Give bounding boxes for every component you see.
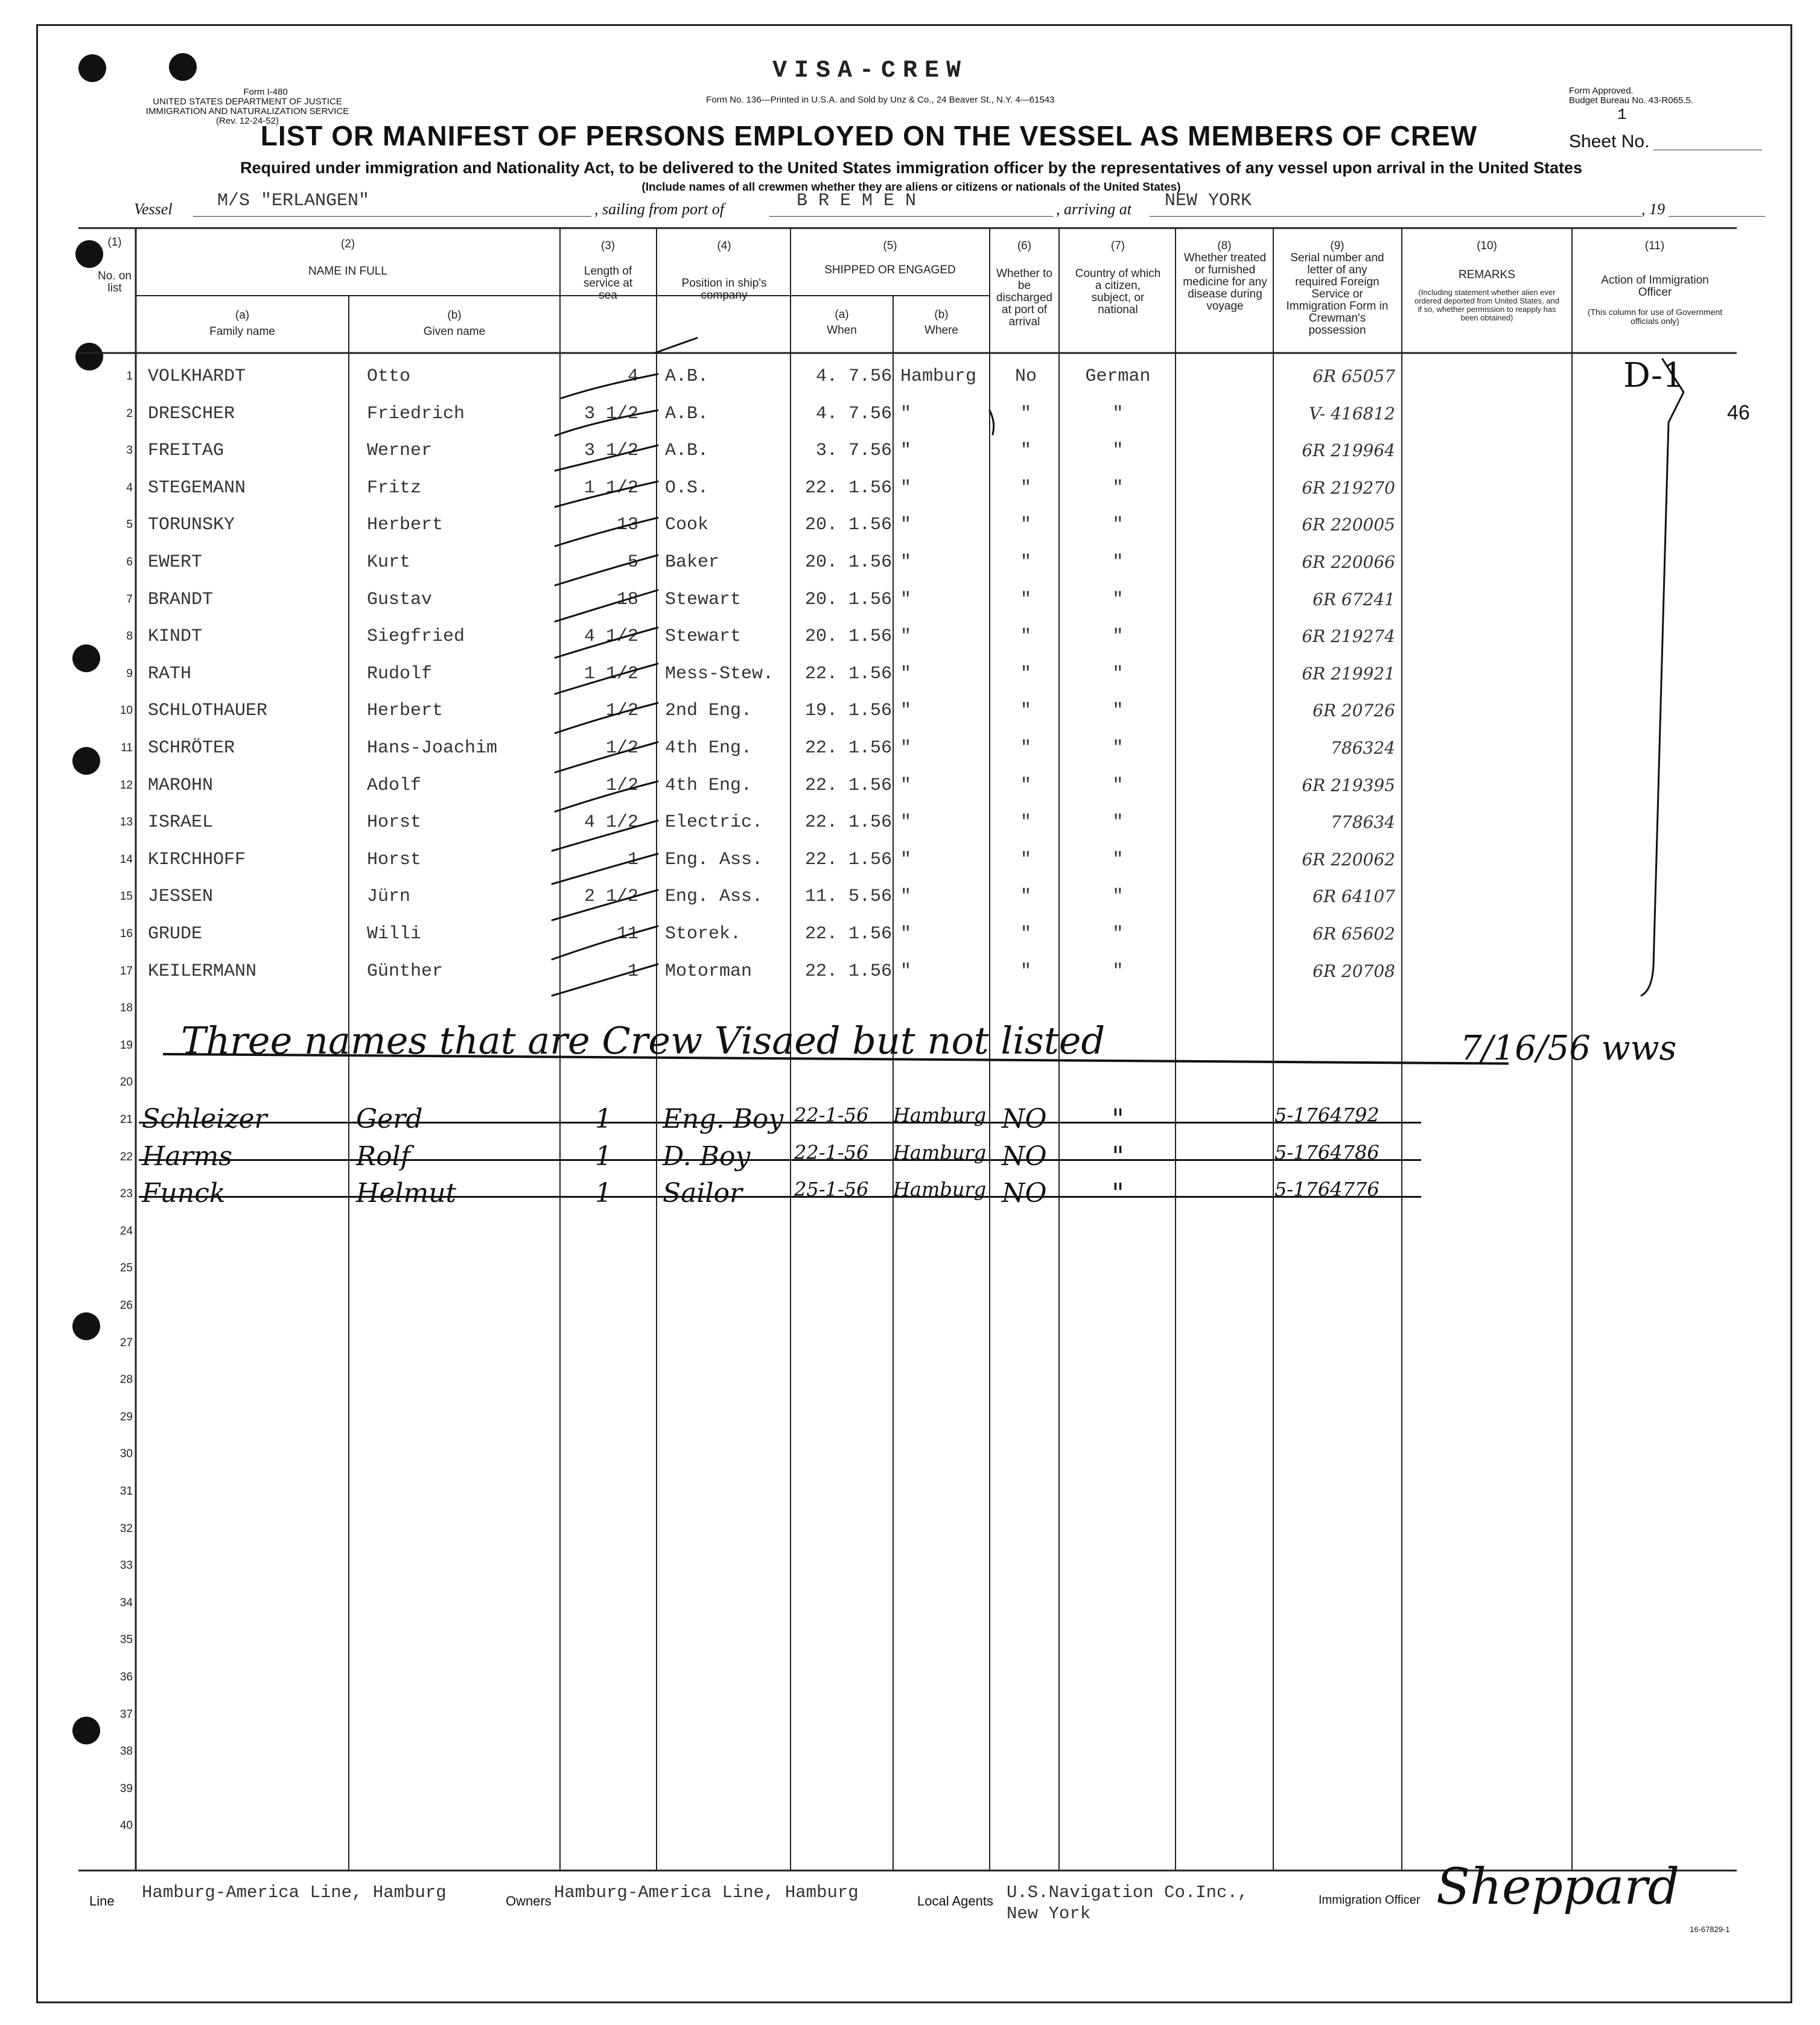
- position: Electric.: [665, 812, 763, 833]
- owners-label: Owners: [506, 1893, 552, 1909]
- vessel-label: Vessel: [134, 200, 173, 218]
- given-name: Otto: [367, 366, 411, 387]
- family-name: TORUNSKY: [148, 515, 235, 536]
- col2a-label: Family name: [209, 325, 275, 338]
- added-position: Sailor: [663, 1178, 743, 1209]
- added-row-strikethrough: [139, 1122, 1421, 1124]
- service-length: 4 1/2: [584, 812, 638, 833]
- serial-number: 6R 65057: [1312, 366, 1395, 386]
- row-number: 38: [119, 1745, 133, 1758]
- sheet-no-value: 1: [1617, 106, 1627, 124]
- family-name: DRESCHER: [148, 403, 235, 424]
- country: ": [1112, 961, 1124, 982]
- col5-label: SHIPPED OR ENGAGED: [824, 264, 956, 276]
- col2b-num: (b): [447, 309, 462, 322]
- row-number: 28: [119, 1373, 133, 1387]
- given-name: Herbert: [367, 701, 444, 722]
- discharge-flag: ": [1020, 515, 1031, 536]
- col5-num: (5): [883, 240, 897, 252]
- col1-num: (1): [107, 236, 122, 249]
- sheet-no-label: Sheet No.: [1569, 132, 1650, 151]
- row-number: 5: [126, 518, 133, 532]
- position: Eng. Ass.: [665, 849, 763, 870]
- col5a-num: (a): [835, 308, 849, 321]
- serial-number: 6R 220005: [1302, 515, 1395, 535]
- service-length: 11: [616, 924, 638, 944]
- row-number: 27: [119, 1336, 133, 1349]
- shipped-when: 4. 7.56: [815, 403, 892, 424]
- col8-num: (8): [1217, 240, 1232, 252]
- arriving-value: NEW YORK: [1165, 191, 1252, 211]
- shipped-where: ": [900, 477, 912, 498]
- family-name: KIRCHHOFF: [148, 849, 246, 870]
- discharge-flag: ": [1020, 812, 1031, 833]
- row-number: 24: [119, 1224, 133, 1238]
- added-position: D. Boy: [663, 1140, 751, 1172]
- col2a-num: (a): [235, 309, 250, 322]
- shipped-when: 20. 1.56: [804, 552, 892, 573]
- agents-value-2: New York: [1007, 1904, 1091, 1924]
- agency-line: (Rev. 12-24-52): [216, 116, 279, 126]
- agents-label: Local Agents: [917, 1893, 993, 1909]
- col3-num: (3): [600, 240, 616, 252]
- family-name: STEGEMANN: [148, 477, 246, 498]
- shipped-where: ": [900, 403, 912, 424]
- row-number: 19: [119, 1038, 133, 1052]
- discharge-flag: ": [1020, 849, 1031, 870]
- country: ": [1112, 924, 1124, 944]
- added-discharge-flag: NO: [1002, 1140, 1047, 1172]
- col7-label: Country of which a citizen, subject, or national: [1075, 267, 1161, 316]
- col6-num: (6): [1017, 240, 1032, 252]
- page-title: LIST OR MANIFEST OF PERSONS EMPLOYED ON THE VESSEL AS MEMBERS OF CREW: [260, 120, 1478, 151]
- given-name: Fritz: [367, 477, 422, 498]
- line-value: Hamburg-America Line, Hamburg: [142, 1883, 447, 1903]
- row-number: 30: [119, 1448, 133, 1461]
- added-family-name: Funck: [142, 1178, 226, 1209]
- row-number: 37: [119, 1708, 133, 1721]
- form-id: Form I-480: [243, 87, 288, 97]
- added-serial-number: 5-1764776: [1274, 1178, 1379, 1201]
- arriving-label: , arriving at: [1056, 200, 1131, 218]
- shipped-when: 22. 1.56: [804, 477, 892, 498]
- given-name: Adolf: [367, 775, 422, 796]
- family-name: ISRAEL: [148, 812, 214, 833]
- service-length: 1: [627, 961, 638, 982]
- col4-label: Position in ship's company: [681, 277, 767, 302]
- shipped-where: ": [900, 849, 912, 870]
- country: ": [1112, 849, 1124, 870]
- given-name: Rudolf: [367, 663, 433, 684]
- added-row-strikethrough: [139, 1159, 1421, 1161]
- service-length: 4: [627, 366, 638, 387]
- family-name: EWERT: [148, 552, 203, 573]
- serial-number: 6R 219274: [1302, 626, 1395, 647]
- given-name: Günther: [367, 961, 444, 982]
- serial-number: 6R 20726: [1312, 701, 1395, 721]
- service-length: 2 1/2: [584, 886, 638, 908]
- shipped-when: 22. 1.56: [804, 812, 892, 833]
- approval-line: Form Approved.: [1569, 86, 1634, 96]
- serial-number: 6R 220062: [1302, 849, 1395, 869]
- country: ": [1112, 663, 1124, 684]
- position: 4th Eng.: [665, 738, 752, 758]
- serial-number: 6R 219270: [1302, 477, 1395, 498]
- service-length: 1: [627, 849, 638, 870]
- added-service-length: 1: [595, 1140, 612, 1172]
- service-length: 3 1/2: [584, 440, 638, 462]
- position: A.B.: [665, 403, 709, 424]
- shipped-where: ": [900, 701, 912, 722]
- row-number: 15: [119, 890, 133, 903]
- added-discharge-flag: NO: [1002, 1178, 1047, 1209]
- discharge-flag: ": [1020, 552, 1031, 573]
- serial-number: 786324: [1331, 738, 1395, 758]
- col9-num: (9): [1330, 240, 1344, 252]
- agents-value-1: U.S.Navigation Co.Inc.,: [1007, 1883, 1249, 1903]
- row-number: 18: [119, 1002, 133, 1015]
- country: ": [1112, 701, 1124, 722]
- position: A.B.: [665, 366, 709, 387]
- discharge-flag: ": [1020, 663, 1031, 684]
- added-serial-number: 5-1764792: [1274, 1104, 1379, 1127]
- added-discharge-flag: NO: [1002, 1104, 1047, 1134]
- country: ": [1112, 477, 1124, 498]
- discharge-flag: ": [1020, 589, 1031, 610]
- shipped-where: ": [900, 886, 912, 908]
- row-number: 6: [126, 556, 133, 568]
- row-number: 39: [119, 1782, 133, 1795]
- discharge-flag: ": [1020, 775, 1031, 796]
- shipped-where: ": [900, 961, 912, 982]
- shipped-when: 20. 1.56: [804, 589, 892, 610]
- row-number: 23: [119, 1187, 133, 1201]
- serial-number: 6R 220066: [1302, 552, 1395, 572]
- row-number: 9: [126, 667, 133, 680]
- shipped-when: 22. 1.56: [804, 924, 892, 944]
- added-shipped-when: 22-1-56: [794, 1140, 869, 1164]
- added-shipped-where: Hamburg: [893, 1140, 987, 1164]
- line-label: Line: [89, 1893, 115, 1909]
- shipped-where: ": [900, 440, 912, 462]
- position: Stewart: [665, 626, 742, 647]
- added-shipped-where: Hamburg: [893, 1178, 987, 1201]
- col11-label: Action of Immigration Officer: [1601, 274, 1709, 299]
- country: ": [1112, 403, 1124, 424]
- discharge-flag: ": [1020, 477, 1031, 498]
- row-number: 34: [119, 1596, 133, 1609]
- shipped-when: 4. 7.56: [815, 366, 892, 387]
- country: German: [1085, 366, 1151, 387]
- shipped-when: 20. 1.56: [804, 626, 892, 647]
- country: ": [1112, 886, 1124, 908]
- position: Storek.: [665, 924, 742, 944]
- row-number: 32: [119, 1522, 133, 1535]
- service-length: 1/2: [605, 738, 638, 758]
- position: Cook: [665, 515, 709, 536]
- col4-num: (4): [717, 240, 731, 252]
- position: Mess-Stew.: [665, 663, 774, 684]
- added-given-name: Gerd: [356, 1104, 423, 1134]
- sailing-value: B R E M E N: [797, 191, 917, 211]
- position: Baker: [665, 552, 720, 573]
- given-name: Werner: [367, 440, 433, 462]
- family-name: VOLKHARDT: [148, 366, 246, 387]
- family-name: GRUDE: [148, 924, 203, 944]
- owners-value: Hamburg-America Line, Hamburg: [554, 1883, 859, 1903]
- row-number: 14: [119, 853, 133, 866]
- family-name: BRANDT: [148, 589, 214, 610]
- agency-line: UNITED STATES DEPARTMENT OF JUSTICE: [153, 97, 342, 107]
- country: ": [1112, 812, 1124, 833]
- country: ": [1112, 775, 1124, 796]
- given-name: Horst: [367, 849, 422, 870]
- discharge-flag: ": [1020, 403, 1031, 424]
- added-shipped-when: 25-1-56: [794, 1178, 869, 1201]
- position: Eng. Ass.: [665, 886, 763, 908]
- doc-code: 16-67829-1: [1690, 1925, 1730, 1934]
- serial-number: 6R 219964: [1302, 440, 1395, 461]
- added-service-length: 1: [595, 1104, 612, 1134]
- added-country: ": [1112, 1140, 1124, 1172]
- col3-label: Length of service at sea: [583, 265, 633, 302]
- given-name: Kurt: [367, 552, 411, 573]
- shipped-where: ": [900, 663, 912, 684]
- shipped-where: ": [900, 775, 912, 796]
- serial-number: 6R 65602: [1312, 924, 1395, 944]
- family-name: SCHLOTHAUER: [148, 701, 268, 722]
- service-length: 1 1/2: [584, 663, 638, 684]
- discharge-flag: ": [1020, 701, 1031, 722]
- col5a-label: When: [827, 324, 857, 337]
- action-mark: D-1: [1623, 356, 1684, 395]
- margin-number: 46: [1727, 401, 1750, 424]
- shipped-when: 3. 7.56: [815, 440, 892, 462]
- col10-num: (10): [1477, 240, 1497, 252]
- col9-label: Serial number and letter of any required Foreign Service or Immigration Form in Crewman's possession: [1286, 252, 1389, 337]
- row-number: 33: [119, 1559, 133, 1572]
- shipped-where: ": [900, 812, 912, 833]
- year-label: , 19: [1641, 200, 1669, 218]
- row-number: 36: [119, 1671, 133, 1683]
- country: ": [1112, 515, 1124, 536]
- discharge-flag: ": [1020, 626, 1031, 647]
- added-position: Eng. Boy: [663, 1104, 784, 1134]
- given-name: Horst: [367, 812, 422, 833]
- shipped-where: ": [900, 738, 912, 758]
- shipped-where: ": [900, 626, 912, 647]
- shipped-where: ": [900, 924, 912, 944]
- shipped-when: 22. 1.56: [804, 663, 892, 684]
- shipped-when: 22. 1.56: [804, 961, 892, 982]
- col5b-label: Where: [924, 324, 958, 337]
- row-number: 3: [126, 444, 133, 457]
- shipped-when: 20. 1.56: [804, 515, 892, 536]
- service-length: 3 1/2: [584, 403, 638, 424]
- row-number: 31: [119, 1485, 133, 1498]
- added-family-name: Harms: [142, 1140, 232, 1172]
- discharge-flag: ": [1020, 738, 1031, 758]
- page-subtitle: Required under immigration and Nationality Act, to be delivered to the United States immigration officer by the representatives of any vessel upon arrival in the United States: [240, 159, 1582, 177]
- col10-label: REMARKS: [1459, 269, 1515, 281]
- col11-sub: (This column for use of Government officials only): [1587, 307, 1723, 326]
- approval-line: Budget Bureau No. 43-R065.5.: [1569, 95, 1693, 106]
- discharge-flag: ": [1020, 886, 1031, 908]
- country: ": [1112, 738, 1124, 758]
- shipped-when: 22. 1.56: [804, 775, 892, 796]
- service-length: 4 1/2: [584, 626, 638, 647]
- position: A.B.: [665, 440, 709, 462]
- row-number: 10: [119, 704, 133, 717]
- shipped-where: Hamburg: [900, 366, 977, 387]
- discharge-flag: ": [1020, 924, 1031, 944]
- family-name: MAROHN: [148, 775, 214, 796]
- position: Motorman: [665, 961, 752, 982]
- added-family-name: Schleizer: [142, 1104, 267, 1134]
- col10-sub: (Including statement whether alien ever ordered deported from United States, and if so, whether permission to reapply has been obtained): [1414, 288, 1559, 322]
- given-name: Gustav: [367, 589, 433, 610]
- visa-crew-stamp: VISA-CREW: [772, 57, 969, 84]
- row-number: 21: [119, 1113, 133, 1126]
- row-number: 17: [119, 964, 133, 978]
- sailing-label: , sailing from port of: [594, 200, 725, 218]
- country: ": [1112, 589, 1124, 610]
- given-name: Herbert: [367, 515, 444, 536]
- given-name: Willi: [367, 924, 422, 944]
- position: 4th Eng.: [665, 775, 752, 796]
- col6-label: Whether to be discharged at port of arrival: [996, 267, 1052, 328]
- handwritten-date: 7/16/56 wws: [1460, 1029, 1677, 1068]
- shipped-when: 19. 1.56: [804, 701, 892, 722]
- service-length: 1 1/2: [584, 477, 638, 498]
- discharge-flag: ": [1020, 961, 1031, 982]
- col5b-num: (b): [934, 308, 949, 321]
- service-length: 13: [616, 515, 638, 536]
- family-name: SCHRÖTER: [148, 738, 235, 758]
- row-number: 29: [119, 1410, 133, 1423]
- printer-note: Form No. 136—Printed in U.S.A. and Sold by Unz & Co., 24 Beaver St., N.Y. 4—61543: [706, 95, 1055, 105]
- given-name: Siegfried: [367, 626, 465, 647]
- col1-label: No. on list: [98, 270, 132, 294]
- added-country: ": [1112, 1104, 1124, 1134]
- row-number: 16: [119, 927, 133, 940]
- added-shipped-when: 22-1-56: [794, 1104, 869, 1127]
- added-country: ": [1112, 1178, 1124, 1209]
- row-number: 4: [126, 481, 133, 494]
- position: O.S.: [665, 477, 709, 498]
- country: ": [1112, 626, 1124, 647]
- row-number: 7: [126, 593, 133, 606]
- country: ": [1112, 440, 1124, 462]
- officer-label: Immigration Officer: [1319, 1893, 1421, 1907]
- row-number: 8: [126, 630, 133, 643]
- given-name: Jürn: [367, 886, 411, 908]
- added-row-strikethrough: [139, 1196, 1421, 1198]
- serial-number: 6R 20708: [1312, 961, 1395, 981]
- service-length: 5: [627, 552, 638, 573]
- row-number: 11: [121, 742, 133, 754]
- shipped-where: ": [900, 515, 912, 536]
- row-number: 2: [126, 407, 133, 420]
- row-number: 12: [119, 778, 133, 792]
- serial-number: 6R 64107: [1312, 886, 1395, 907]
- serial-number: 6R 219395: [1302, 775, 1395, 795]
- col7-num: (7): [1110, 240, 1125, 252]
- service-length: 1/2: [605, 775, 638, 796]
- col2-label: NAME IN FULL: [308, 265, 387, 278]
- shipped-when: 22. 1.56: [804, 738, 892, 758]
- shipped-where: ": [900, 552, 912, 573]
- col2b-label: Given name: [423, 325, 486, 338]
- vessel-value: M/S "ERLANGEN": [217, 191, 370, 211]
- serial-number: V- 416812: [1309, 403, 1395, 424]
- handwritten-note: Three names that are Crew Visaed but not listed: [181, 1019, 1106, 1063]
- agency-line: IMMIGRATION AND NATURALIZATION SERVICE: [145, 106, 349, 116]
- added-shipped-where: Hamburg: [893, 1104, 987, 1127]
- added-service-length: 1: [595, 1178, 612, 1209]
- discharge-flag: ": [1020, 440, 1031, 462]
- given-name: Friedrich: [367, 403, 465, 424]
- added-given-name: Rolf: [356, 1140, 410, 1172]
- row-number: 20: [119, 1076, 133, 1089]
- shipped-when: 11. 5.56: [804, 886, 892, 908]
- added-given-name: Helmut: [356, 1178, 457, 1209]
- position: Stewart: [665, 589, 742, 610]
- service-length: 18: [616, 589, 638, 610]
- row-number: 35: [119, 1633, 133, 1647]
- row-number: 22: [119, 1150, 133, 1163]
- row-number: 40: [119, 1819, 133, 1833]
- page-note: (Include names of all crewmen whether they are aliens or citizens or nationals of the United States): [641, 181, 1181, 194]
- country: ": [1112, 552, 1124, 573]
- row-number: 26: [119, 1299, 133, 1312]
- discharge-flag: No: [1014, 366, 1037, 387]
- serial-number: 6R 219921: [1302, 663, 1395, 684]
- shipped-where: ": [900, 589, 912, 610]
- row-number: 13: [119, 816, 133, 829]
- col2-num: (2): [340, 238, 355, 250]
- position: 2nd Eng.: [665, 701, 752, 722]
- family-name: FREITAG: [148, 440, 224, 462]
- given-name: Hans-Joachim: [367, 738, 498, 758]
- service-length: 1/2: [605, 701, 638, 722]
- row-number: 25: [119, 1262, 133, 1275]
- family-name: KEILERMANN: [148, 961, 257, 982]
- officer-signature: Sheppard: [1436, 1858, 1680, 1916]
- family-name: JESSEN: [148, 886, 214, 908]
- col8-label: Whether treated or furnished medicine for any disease during voyage: [1183, 252, 1267, 313]
- added-serial-number: 5-1764786: [1274, 1140, 1379, 1164]
- family-name: RATH: [148, 663, 192, 684]
- serial-number: 778634: [1331, 812, 1395, 833]
- serial-number: 6R 67241: [1312, 589, 1395, 609]
- row-number: 1: [126, 370, 133, 383]
- shipped-when: 22. 1.56: [804, 849, 892, 870]
- col11-num: (11): [1644, 240, 1665, 252]
- family-name: KINDT: [148, 626, 203, 647]
